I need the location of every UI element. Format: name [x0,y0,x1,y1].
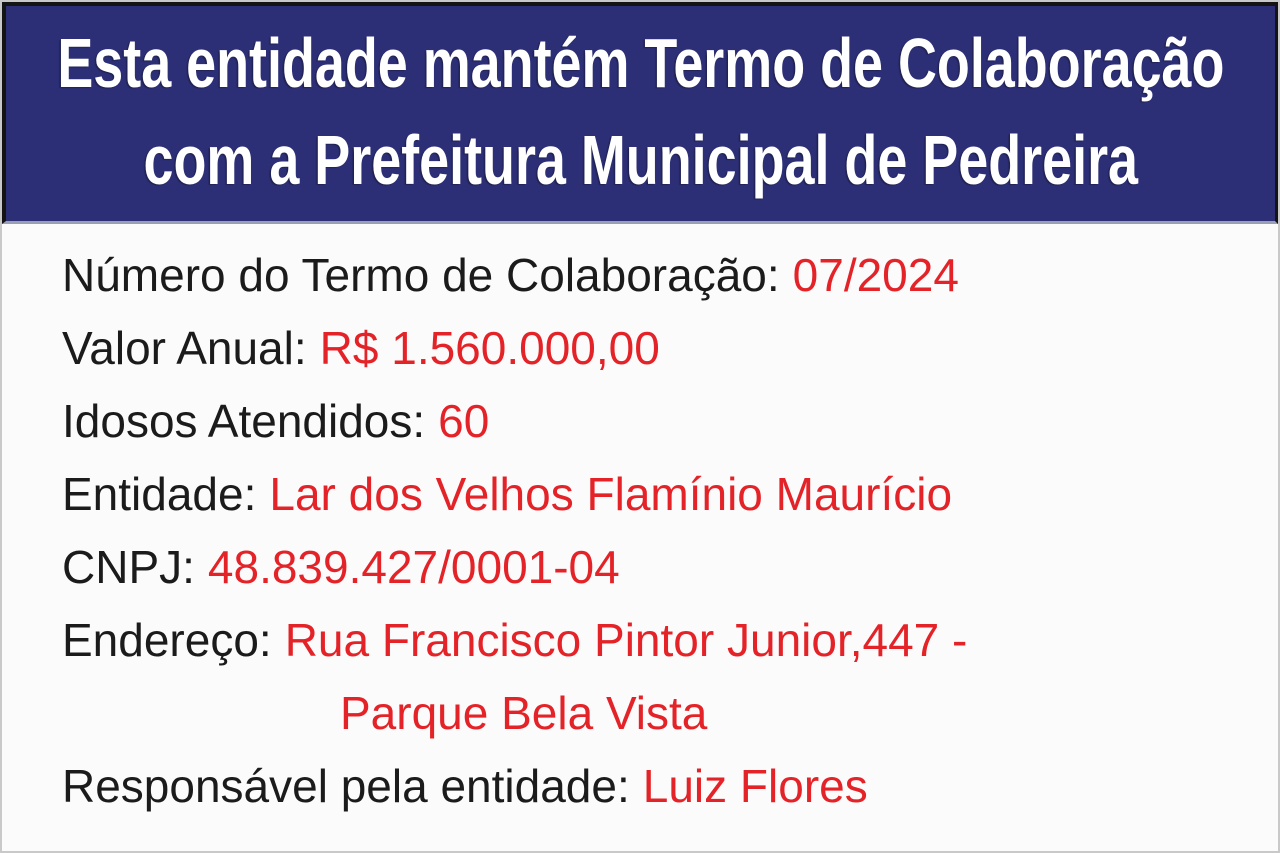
row-value: Rua Francisco Pintor Junior,447 - [284,614,968,666]
row-value: 48.839.427/0001-04 [207,541,620,593]
row-value: Lar dos Velhos Flamínio Maurício [269,468,953,520]
row-value: R$ 1.560.000,00 [319,322,660,374]
info-row-endereco [62,604,1238,677]
info-block [2,224,1278,823]
info-row-entidade [62,458,1238,531]
row-label: Entidade: [62,468,257,520]
info-row-cnpj [62,531,1238,604]
row-label: CNPJ: [62,541,195,593]
row-label: Idosos Atendidos: [62,395,426,447]
header-title-line-2: com a Prefeitura Municipal de Pedreira [143,120,1138,199]
info-row-termo-numero [62,239,1238,312]
row-value: 07/2024 [792,249,959,301]
row-label: Endereço: [62,614,272,666]
notice-header [2,2,1278,224]
row-label: Responsável pela entidade: [62,760,630,812]
row-value: Luiz Flores [642,760,868,812]
row-value: 60 [438,395,490,447]
info-row-responsavel [62,750,1238,823]
row-label: Número do Termo de Colaboração: [62,249,780,301]
info-row-valor-anual [62,312,1238,385]
info-row-idosos-atendidos [62,385,1238,458]
info-row-endereco-linha-2 [62,677,1238,750]
header-title-line-1: Esta entidade mantém Termo de Colaboração [56,23,1225,102]
row-value-continuation: Parque Bela Vista [340,687,708,739]
row-label: Valor Anual: [62,322,307,374]
